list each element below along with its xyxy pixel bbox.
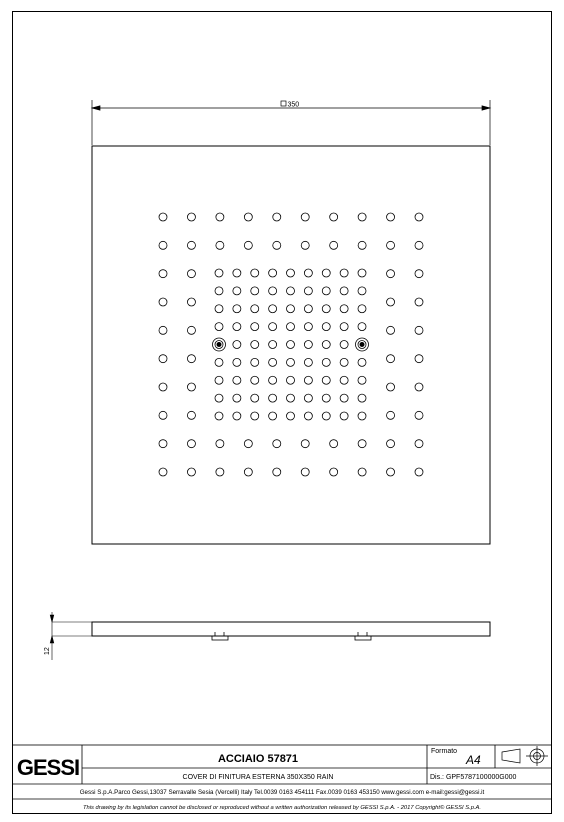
svg-text:GESSI: GESSI <box>16 755 80 780</box>
inner-hole <box>251 341 259 349</box>
outer-hole <box>301 241 309 249</box>
inner-hole <box>215 412 223 420</box>
inner-hole <box>215 305 223 313</box>
inner-hole <box>358 412 366 420</box>
outer-hole <box>387 383 395 391</box>
inner-hole <box>251 269 259 277</box>
outer-hole <box>187 270 195 278</box>
plate-side-view <box>52 622 490 640</box>
inner-hole <box>287 376 295 384</box>
inner-hole <box>269 394 277 402</box>
fixing-bracket-right <box>355 636 371 640</box>
plate-top-view <box>92 146 490 544</box>
outer-hole <box>330 440 338 448</box>
drawing-description: COVER DI FINITURA ESTERNA 350X350 RAIN <box>182 774 334 781</box>
inner-hole <box>304 412 312 420</box>
outer-hole <box>159 440 167 448</box>
inner-hole <box>287 287 295 295</box>
inner-hole <box>322 305 330 313</box>
outer-hole <box>358 241 366 249</box>
outer-hole <box>244 468 252 476</box>
thickness-dimension-label: 12 <box>44 647 51 655</box>
width-dimension-label: 350 <box>287 101 300 109</box>
outer-hole <box>187 411 195 419</box>
inner-hole <box>304 269 312 277</box>
outer-hole <box>387 326 395 334</box>
outer-hole <box>415 213 423 221</box>
outer-hole <box>387 468 395 476</box>
inner-hole <box>269 341 277 349</box>
inner-hole <box>340 269 348 277</box>
inner-hole <box>340 394 348 402</box>
inner-hole <box>215 287 223 295</box>
inner-hole <box>322 376 330 384</box>
outer-hole <box>187 298 195 306</box>
inner-hole <box>287 341 295 349</box>
outer-hole <box>415 440 423 448</box>
outer-hole <box>330 213 338 221</box>
inner-hole <box>322 358 330 366</box>
inner-hole <box>304 341 312 349</box>
outer-hole <box>415 468 423 476</box>
outer-hole <box>273 440 281 448</box>
inner-hole <box>287 269 295 277</box>
inner-hole <box>269 412 277 420</box>
outer-hole <box>387 241 395 249</box>
inner-hole <box>358 323 366 331</box>
inner-hole <box>287 412 295 420</box>
inner-hole <box>251 376 259 384</box>
drawing-number: Dis.: GPF5787100000G000 <box>430 774 517 781</box>
outer-hole <box>159 241 167 249</box>
inner-hole <box>251 358 259 366</box>
inner-hole <box>251 412 259 420</box>
outer-hole <box>415 298 423 306</box>
outer-hole <box>216 468 224 476</box>
outer-hole <box>330 468 338 476</box>
outer-hole <box>244 440 252 448</box>
outer-hole <box>216 213 224 221</box>
inner-hole <box>304 305 312 313</box>
inner-hole <box>251 323 259 331</box>
inner-hole <box>269 287 277 295</box>
outer-hole <box>415 355 423 363</box>
sheet-border <box>13 12 552 814</box>
outer-hole <box>187 440 195 448</box>
inner-hole <box>322 412 330 420</box>
outer-hole <box>216 241 224 249</box>
gessi-logo <box>17 751 79 780</box>
inner-hole <box>233 358 241 366</box>
outer-hole <box>387 213 395 221</box>
outer-hole <box>415 270 423 278</box>
inner-hole <box>340 341 348 349</box>
fixing-point-center <box>360 342 365 347</box>
inner-hole <box>304 376 312 384</box>
outer-hole <box>301 213 309 221</box>
outer-hole <box>159 411 167 419</box>
outer-hole <box>301 440 309 448</box>
outer-hole <box>415 383 423 391</box>
projection-symbol-icon <box>502 746 548 766</box>
material-code: ACCIAIO 57871 <box>217 753 299 765</box>
outer-hole <box>216 440 224 448</box>
outer-hole <box>159 355 167 363</box>
outer-hole <box>387 270 395 278</box>
inner-hole <box>287 394 295 402</box>
outer-hole <box>187 383 195 391</box>
inner-hole <box>215 323 223 331</box>
outer-hole <box>187 213 195 221</box>
outer-hole <box>273 468 281 476</box>
inner-hole <box>269 358 277 366</box>
outer-hole <box>273 241 281 249</box>
inner-hole <box>358 376 366 384</box>
outer-hole <box>273 213 281 221</box>
inner-hole <box>358 305 366 313</box>
outer-hole <box>159 213 167 221</box>
format-label: Formato <box>431 748 458 755</box>
inner-hole <box>322 269 330 277</box>
inner-hole <box>233 305 241 313</box>
inner-hole <box>269 323 277 331</box>
inner-hole <box>233 341 241 349</box>
outer-hole <box>387 298 395 306</box>
outer-hole <box>187 355 195 363</box>
outer-hole <box>415 241 423 249</box>
outer-hole <box>358 468 366 476</box>
inner-hole <box>304 287 312 295</box>
inner-hole <box>287 305 295 313</box>
inner-hole <box>304 358 312 366</box>
outer-hole <box>187 468 195 476</box>
outer-hole <box>244 241 252 249</box>
inner-hole <box>322 341 330 349</box>
inner-hole <box>251 394 259 402</box>
inner-hole <box>233 394 241 402</box>
inner-hole <box>233 269 241 277</box>
inner-hole <box>340 376 348 384</box>
outer-hole <box>358 213 366 221</box>
inner-hole <box>233 376 241 384</box>
inner-hole <box>287 323 295 331</box>
outer-hole <box>415 326 423 334</box>
outer-hole <box>159 383 167 391</box>
inner-hole <box>340 287 348 295</box>
outer-hole <box>358 440 366 448</box>
copyright-notice: This drawing by its legislation cannot be disclosed or reproduced without a written authorization released by GESSI S.p.A. - 2017 Copyright© GESSI S.p.A. <box>82 805 482 811</box>
outer-hole <box>187 241 195 249</box>
format-value: A4 <box>466 753 481 767</box>
outer-hole <box>187 326 195 334</box>
inner-hole <box>215 358 223 366</box>
outer-hole <box>330 241 338 249</box>
inner-hole <box>358 394 366 402</box>
inner-hole <box>322 394 330 402</box>
company-address: Gessi S.p.A.Parco Gessi,13037 Serravalle Sesia (Vercelli) Italy Tel.0039 0163 454111 Fax.0039 0163 453150 www.gessi.com e-mail:gessi@gessi.it <box>79 789 485 796</box>
fixing-bracket-left <box>212 636 228 640</box>
inner-hole <box>304 323 312 331</box>
inner-hole <box>233 287 241 295</box>
inner-hole <box>340 323 348 331</box>
inner-hole <box>358 358 366 366</box>
inner-hole <box>269 305 277 313</box>
outer-hole <box>159 270 167 278</box>
outer-hole <box>387 355 395 363</box>
outer-hole <box>159 326 167 334</box>
inner-hole <box>215 394 223 402</box>
inner-hole <box>358 269 366 277</box>
outer-hole <box>387 411 395 419</box>
inner-hole <box>251 287 259 295</box>
inner-hole <box>233 412 241 420</box>
outer-hole <box>244 213 252 221</box>
outer-hole <box>415 411 423 419</box>
inner-hole <box>233 323 241 331</box>
inner-hole <box>340 412 348 420</box>
inner-hole <box>358 287 366 295</box>
spray-hole-pattern <box>159 213 423 476</box>
inner-hole <box>322 323 330 331</box>
square-symbol-icon <box>281 101 286 106</box>
inner-hole <box>340 305 348 313</box>
inner-hole <box>215 269 223 277</box>
fixing-point-center <box>217 342 222 347</box>
outer-hole <box>387 440 395 448</box>
outer-hole <box>301 468 309 476</box>
inner-hole <box>304 394 312 402</box>
outer-hole <box>159 298 167 306</box>
inner-hole <box>269 269 277 277</box>
inner-hole <box>215 376 223 384</box>
inner-hole <box>287 358 295 366</box>
inner-hole <box>251 305 259 313</box>
inner-hole <box>322 287 330 295</box>
inner-hole <box>269 376 277 384</box>
outer-hole <box>159 468 167 476</box>
inner-hole <box>340 358 348 366</box>
